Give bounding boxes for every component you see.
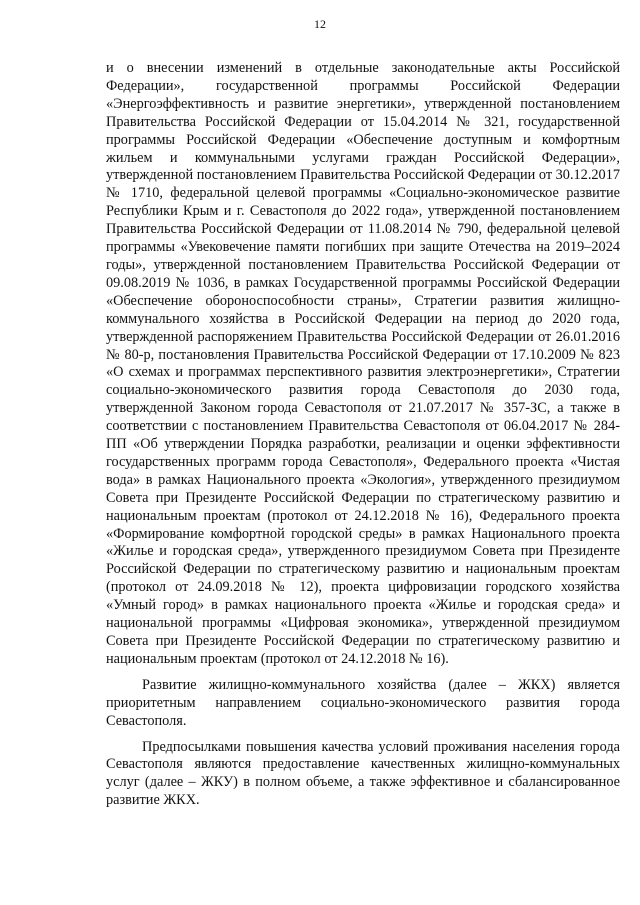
paragraph-housing-development: Развитие жилищно-коммунального хозяйства (далее – ЖКХ) является приоритетным направлением социально-экономического развития города Севастополя. (106, 676, 620, 729)
document-body (106, 60, 620, 810)
paragraph-continuation: и о внесении изменений в отдельные законодательные акты Российской Федерации», государственной программы Российской Федерации «Энергоэффективность и развитие энергетики», утвержденной постановлением Правительства Российской Федерации от 15.04.2014 № 321, государственной программы Российской Федерации «Обеспечение доступным и комфортным жильем и коммунальными услугами граждан Российской Федерации», утвержденной постановлением Правительства Российской Федерации от 30.12.2017 № 1710, федеральной целевой программы «Социально-экономическое развитие Республики Крым и г. Севастополя до 2022 года», утвержденной постановлением Правительства Российской Федерации от 11.08.2014 № 790, федеральной целевой программы «Увековечение памяти погибших при защите Отечества на 2019–2024 годы», утвержденной постановлением Правительства Российской Федерации от 09.08.2019 № 1036, в рамках Государственной программы Российской Федерации «Обеспечение обороноспособности страны», Стратегии развития жилищно-коммунального хозяйства в Российской Федерации на период до 2020 года, утвержденной распоряжением Правительства Российской Федерации от 26.01.2016 № 80-р, постановления Правительства Российской Федерации от 17.10.2009 № 823 «О схемах и программах перспективного развития электроэнергетики», Стратегии социально-экономического развития города Севастополя до 2030 года, утвержденной Законом города Севастополя от 21.07.2017 № 357-ЗС, а также в соответствии с постановлением Правительства Севастополя от 06.04.2017 № 284-ПП «Об утверждении Порядка разработки, реализации и оценки эффективности государственных программ города Севастополя», Федерального проекта «Чистая вода» в рамках Национального проекта «Экология», утвержденного президиумом Совета при Президенте Российской Федерации по стратегическому развитию и национальным проектам (протокол от 24.12.2018 № 16), Федерального проекта «Формирование комфортной городской среды» в рамках Национального проекта «Жилье и городская среда», утвержденного президиумом Совета при Президенте Российской Федерации по стратегическому развитию и национальным проектам (протокол от 24.09.2018 № 12), проекта цифровизации городского хозяйства «Умный город» в рамках национального проекта «Жилье и городская среда» и национальной программы «Цифровая экономика», утвержденной президиумом Совета при Президенте Российской Федерации по стратегическому развитию и национальным проектам (протокол от 24.12.2018 № 16). (106, 60, 620, 667)
paragraph-prerequisites: Предпосылками повышения качества условий проживания населения города Севастополя являются предоставление качественных жилищно-коммунальных услуг (далее – ЖКУ) в полном объеме, а также эффективное и сбалансированное развитие ЖКХ. (106, 738, 620, 809)
page-number: 12 (314, 17, 326, 31)
